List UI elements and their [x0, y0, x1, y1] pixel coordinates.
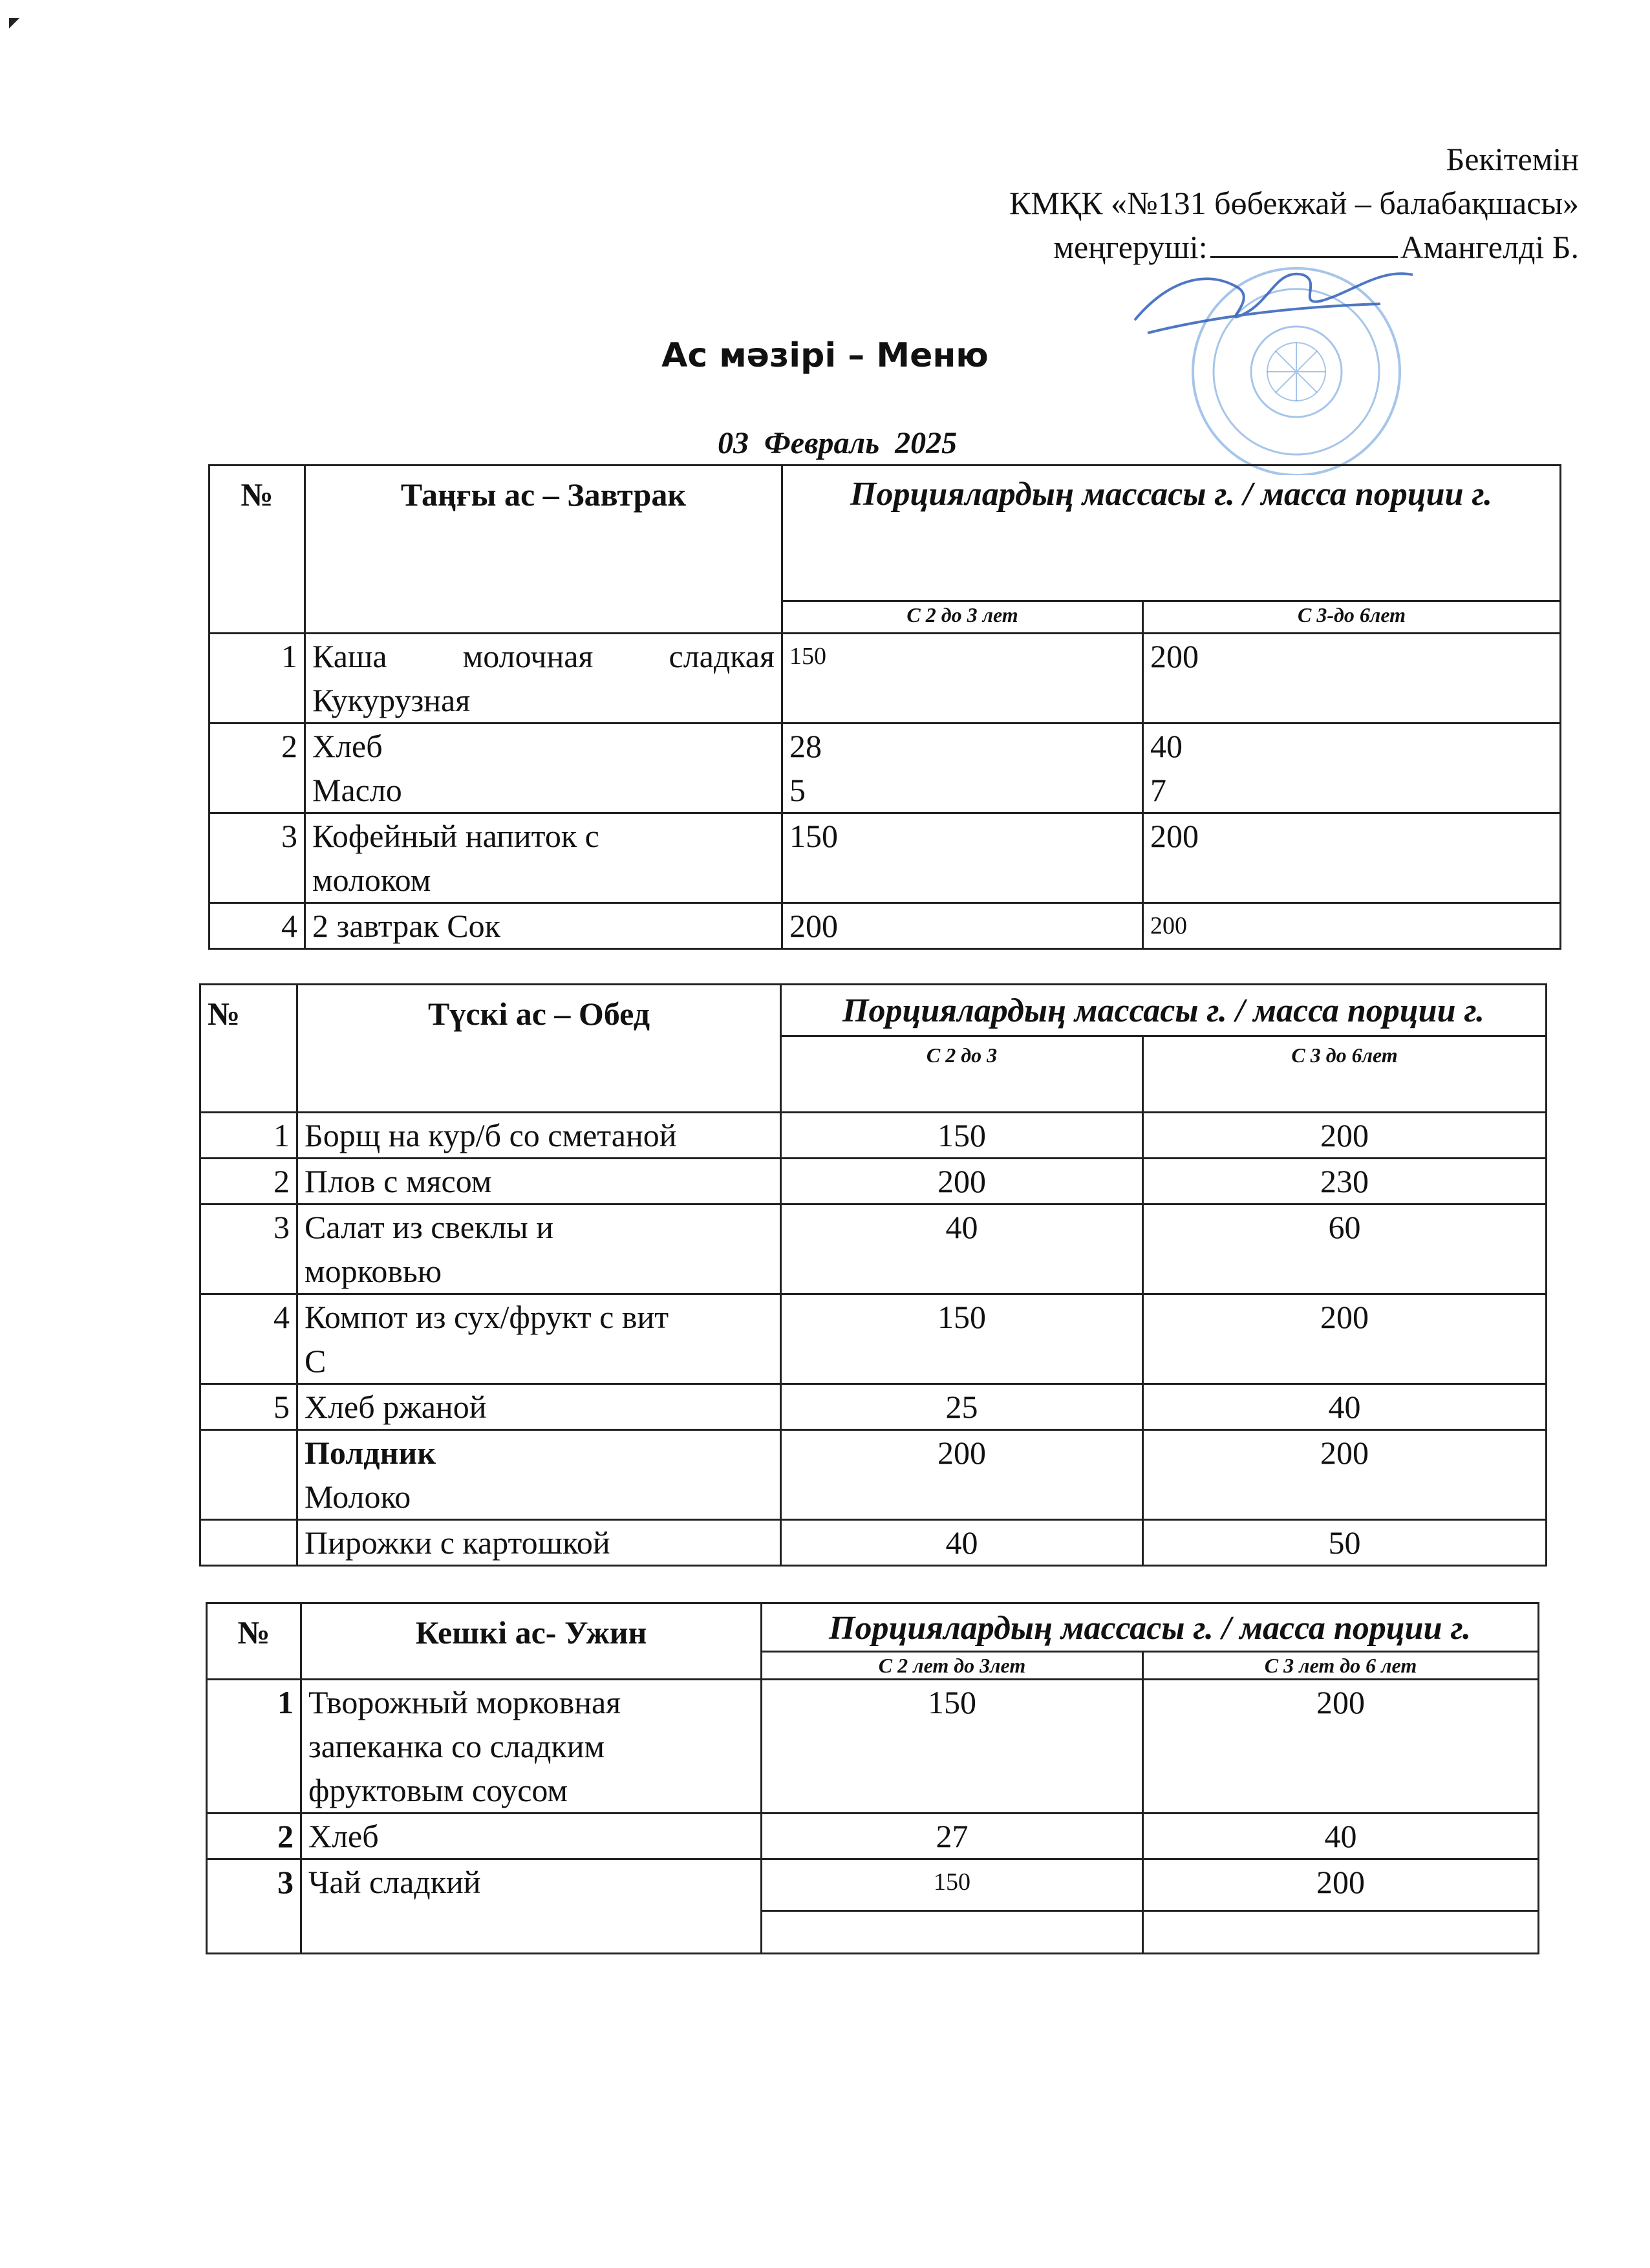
table-row: [200, 1204, 1547, 1294]
dinner-age-2: С 3 лет до 6 лет: [1143, 1652, 1539, 1680]
portion-age-2: 200: [1143, 813, 1561, 903]
table-row: [209, 634, 1561, 723]
portion-age-2: 200: [1143, 1680, 1539, 1813]
dish-name-line: С: [305, 1343, 327, 1379]
dish-name: Чай сладкий: [301, 1859, 762, 1954]
portion-age-2: 200: [1143, 1430, 1547, 1520]
dinner-col-num: №: [207, 1603, 301, 1680]
dish-name: [297, 1204, 781, 1294]
portion-line: 5: [789, 772, 806, 808]
lunch-col-portion: Порциялардың массасы г. / масса порции г.: [781, 985, 1547, 1036]
table-row: [207, 1813, 1539, 1859]
row-number: 2: [209, 723, 305, 813]
dish-name-line: Творожный морковная: [308, 1684, 621, 1720]
portion-age-1: 150: [781, 1294, 1143, 1384]
portion-age-1: 40: [781, 1204, 1143, 1294]
dish-name: Хлеб: [301, 1813, 762, 1859]
portion-line: 7: [1150, 772, 1166, 808]
dinner-table: [206, 1602, 1539, 1954]
lunch-age-2: С 3 до 6лет: [1143, 1036, 1547, 1113]
portion-line: 28: [789, 728, 822, 764]
row-number: [200, 1520, 297, 1566]
row-number: 2: [200, 1159, 297, 1204]
breakfast-col-portion: Порциялардың массасы г. / масса порции г.: [782, 465, 1561, 601]
portion-age-1: 200: [781, 1430, 1143, 1520]
lunch-col-name: Түскі ас – Обед: [297, 985, 781, 1113]
dish-name-line: Молоко: [305, 1479, 411, 1515]
portion-age-2: 200: [1143, 1859, 1539, 1911]
dish-name: [301, 1680, 762, 1813]
portion-age-2: 200: [1143, 1113, 1547, 1159]
approval-line-2: КМҚК «№131 бөбекжай – балабақшасы»: [1009, 185, 1579, 221]
row-number: 1: [207, 1680, 301, 1813]
table-row: [209, 723, 1561, 813]
row-number: [200, 1430, 297, 1520]
lunch-age-1: С 2 до 3: [781, 1036, 1143, 1113]
table-row: [209, 903, 1561, 949]
dish-name: Плов с мясом: [297, 1159, 781, 1204]
dish-name-line: морковью: [305, 1253, 442, 1289]
dish-name: Борщ на кур/б со сметаной: [297, 1113, 781, 1159]
portion-age-2: 50: [1143, 1520, 1547, 1566]
menu-date: 03 Февраль 2025: [718, 426, 958, 460]
dish-name-line: Полдник: [305, 1435, 436, 1471]
portion-age-1: 200: [781, 1159, 1143, 1204]
dish-name: [297, 1294, 781, 1384]
approval-position: меңгеруші:: [1053, 229, 1208, 265]
dish-name-line: Салат из свеклы и: [305, 1209, 553, 1245]
table-row: [200, 1430, 1547, 1520]
row-number: 1: [200, 1113, 297, 1159]
row-number: 3: [209, 813, 305, 903]
dish-name-line: Кукурузная: [312, 682, 471, 718]
table-row: [209, 813, 1561, 903]
breakfast-col-name: Таңғы ас – Завтрак: [305, 465, 782, 634]
row-number: 3: [207, 1859, 301, 1954]
table-row: [200, 1113, 1547, 1159]
dish-name: [305, 723, 782, 813]
portion-line: 40: [1150, 728, 1183, 764]
dish-name: [305, 813, 782, 903]
row-number: 2: [207, 1813, 301, 1859]
portion-age-2: 60: [1143, 1204, 1547, 1294]
dish-name: 2 завтрак Сок: [305, 903, 782, 949]
row-number: 5: [200, 1384, 297, 1430]
portion-age-1: [782, 723, 1143, 813]
dish-name: [305, 634, 782, 723]
lunch-col-num: №: [200, 985, 297, 1113]
dish-name: Пирожки с картошкой: [297, 1520, 781, 1566]
dish-name-line: Кофейный напиток с: [312, 818, 599, 854]
empty-cell: [762, 1911, 1143, 1954]
dish-name-line: фруктовым соусом: [308, 1772, 568, 1808]
portion-age-1: 150: [762, 1680, 1143, 1813]
dinner-col-portion: Порциялардың массасы г. / масса порции г.: [762, 1603, 1539, 1652]
portion-age-1: 40: [781, 1520, 1143, 1566]
lunch-table: [199, 983, 1547, 1567]
dinner-col-name: Кешкі ас- Ужин: [301, 1603, 762, 1680]
portion-age-2: 40: [1143, 1384, 1547, 1430]
signature: [1135, 273, 1413, 333]
portion-age-2: 200: [1143, 1294, 1547, 1384]
row-number: 4: [200, 1294, 297, 1384]
table-row: [207, 1859, 1539, 1911]
portion-age-1: 25: [781, 1384, 1143, 1430]
dish-name-line: Хлеб: [312, 728, 383, 764]
breakfast-col-num: №: [209, 465, 305, 634]
row-number: 1: [209, 634, 305, 723]
breakfast-age-1: С 2 до 3 лет: [782, 601, 1143, 634]
breakfast-table: [208, 464, 1561, 950]
dish-name-line: молоком: [312, 862, 431, 898]
portion-age-1: 150: [782, 813, 1143, 903]
scan-corner-mark: [9, 18, 19, 28]
portion-age-1: 27: [762, 1813, 1143, 1859]
portion-age-2: [1143, 723, 1561, 813]
page-title: Ас мәзірі – Меню: [661, 336, 989, 375]
breakfast-age-2: С 3-до 6лет: [1143, 601, 1561, 634]
portion-age-1: 150: [762, 1859, 1143, 1911]
approval-line-1: Бекітемін: [1446, 141, 1579, 177]
table-row: [200, 1520, 1547, 1566]
dish-name: Хлеб ржаной: [297, 1384, 781, 1430]
table-row: [200, 1159, 1547, 1204]
row-number: 4: [209, 903, 305, 949]
dinner-header-row: [207, 1603, 1539, 1652]
dish-name: [297, 1430, 781, 1520]
dish-name-line: запеканка со сладким: [308, 1728, 605, 1764]
portion-age-2: 200: [1143, 903, 1561, 949]
portion-age-1: 200: [782, 903, 1143, 949]
portion-age-2: 230: [1143, 1159, 1547, 1204]
table-row: [200, 1384, 1547, 1430]
lunch-header-row: [200, 985, 1547, 1036]
dish-name-line: Каша молочная сладкая: [312, 638, 775, 674]
breakfast-header-row: [209, 465, 1561, 601]
portion-age-1: 150: [782, 634, 1143, 723]
empty-cell: [1143, 1911, 1539, 1954]
portion-age-2: 200: [1143, 634, 1561, 723]
dish-name-line: Компот из сух/фрукт с вит: [305, 1299, 669, 1335]
portion-age-1: 150: [781, 1113, 1143, 1159]
table-row: [207, 1680, 1539, 1813]
approval-name: Амангелді Б.: [1400, 229, 1579, 265]
table-row: [200, 1294, 1547, 1384]
dinner-age-1: С 2 лет до 3лет: [762, 1652, 1143, 1680]
row-number: 3: [200, 1204, 297, 1294]
portion-age-2: 40: [1143, 1813, 1539, 1859]
dish-name-line: Масло: [312, 772, 402, 808]
